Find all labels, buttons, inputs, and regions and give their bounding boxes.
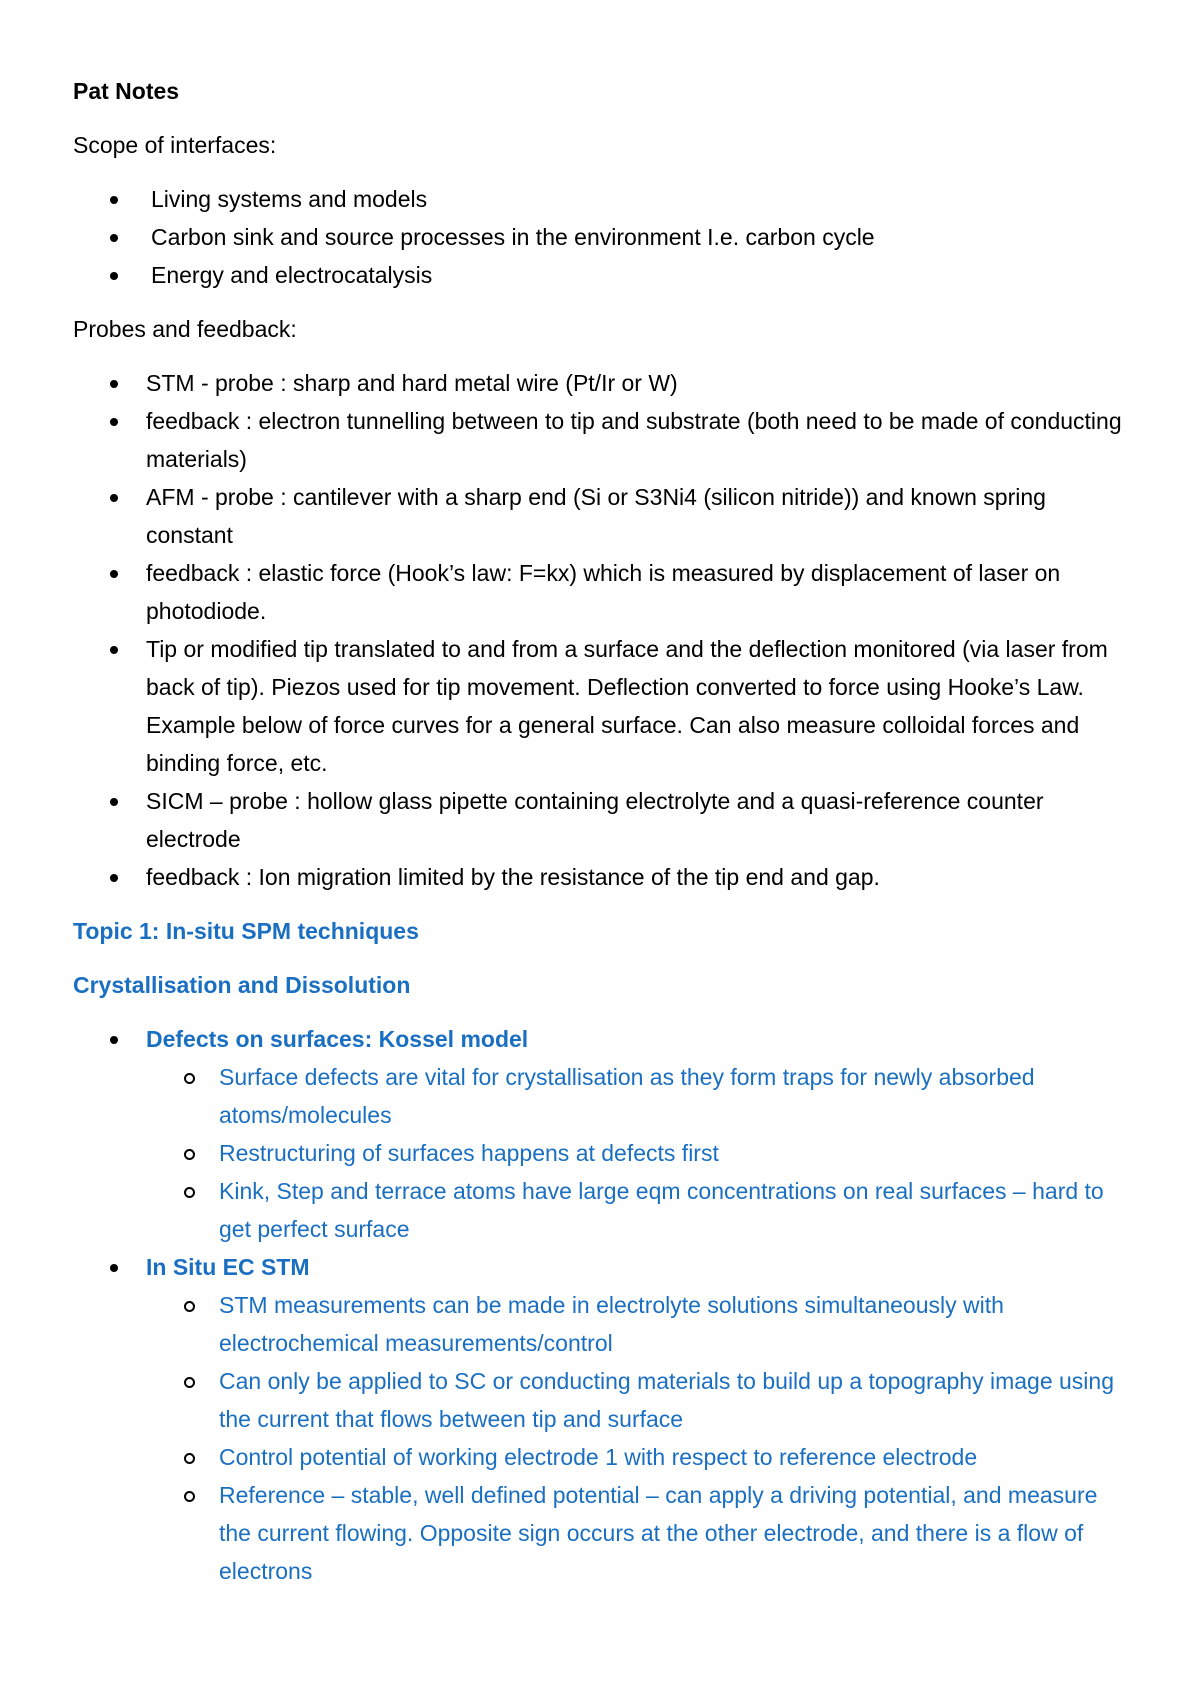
list-item: feedback : electron tunnelling between to tip and substrate (both need to be made of conducting materials)	[73, 402, 1133, 478]
list-item: AFM - probe : cantilever with a sharp end (Si or S3Ni4 (silicon nitride)) and known spring constant	[73, 478, 1133, 554]
list-item: Can only be applied to SC or conducting materials to build up a topography image using the current that flows between tip and surface	[146, 1362, 1133, 1438]
bullet-icon	[110, 380, 118, 388]
list-item: feedback : elastic force (Hook’s law: F=kx) which is measured by displacement of laser on photodiode.	[73, 554, 1133, 630]
topic-heading: Topic 1: In-situ SPM techniques	[73, 918, 419, 944]
bullet-icon	[110, 234, 118, 242]
list-item: SICM – probe : hollow glass pipette containing electrolyte and a quasi-reference counter electrode	[73, 782, 1133, 858]
bullet-icon	[110, 874, 118, 882]
section-item-insitu	[73, 1248, 1133, 1590]
list-item: Carbon sink and source processes in the environment I.e. carbon cycle	[73, 218, 1133, 256]
hollow-bullet-icon	[184, 1453, 195, 1464]
list-item: Surface defects are vital for crystallisation as they form traps for newly absorbed atoms/molecules	[146, 1058, 1133, 1134]
topic-subheading: Crystallisation and Dissolution	[73, 972, 411, 998]
list-item: STM - probe : sharp and hard metal wire (Pt/Ir or W)	[73, 364, 1133, 402]
hollow-bullet-icon	[184, 1377, 195, 1388]
list-item: Kink, Step and terrace atoms have large eqm concentrations on real surfaces – hard to get perfect surface	[146, 1172, 1133, 1248]
hollow-bullet-icon	[184, 1149, 195, 1160]
document-page	[73, 72, 1133, 1606]
bullet-icon	[110, 1036, 118, 1044]
bullet-icon	[110, 1264, 118, 1272]
bullet-icon	[110, 570, 118, 578]
scope-heading: Scope of interfaces:	[73, 132, 277, 158]
list-item: Restructuring of surfaces happens at defects first	[146, 1134, 1133, 1172]
list-item: feedback : Ion migration limited by the resistance of the tip end and gap.	[73, 858, 1133, 896]
bullet-icon	[110, 798, 118, 806]
list-item: Reference – stable, well defined potential – can apply a driving potential, and measure the current flowing. Opposite sign occurs at the other electrode, and there is a flow of electrons	[146, 1476, 1133, 1590]
bullet-icon	[110, 494, 118, 502]
sub-list	[146, 1286, 1133, 1590]
probes-heading: Probes and feedback:	[73, 316, 297, 342]
probes-list	[73, 364, 1133, 896]
topic-list	[73, 1020, 1133, 1590]
hollow-bullet-icon	[184, 1301, 195, 1312]
hollow-bullet-icon	[184, 1491, 195, 1502]
list-item: Control potential of working electrode 1 with respect to reference electrode	[146, 1438, 1133, 1476]
hollow-bullet-icon	[184, 1187, 195, 1198]
bullet-icon	[110, 196, 118, 204]
scope-list	[73, 180, 1133, 294]
list-item: Tip or modified tip translated to and from a surface and the deflection monitored (via laser from back of tip). Piezos used for tip movement. Deflection converted to force using Hooke’s Law. Example below of force curves for a general surface. Can also measure colloidal forces and binding force, etc.	[73, 630, 1133, 782]
list-item: Energy and electrocatalysis	[73, 256, 1133, 294]
section-item-defects	[73, 1020, 1133, 1248]
document-title: Pat Notes	[73, 78, 180, 104]
list-item: STM measurements can be made in electrolyte solutions simultaneously with electrochemical measurements/control	[146, 1286, 1133, 1362]
sub-list	[146, 1058, 1133, 1248]
section-label: In Situ EC STM	[146, 1254, 310, 1280]
hollow-bullet-icon	[184, 1073, 195, 1084]
bullet-icon	[110, 418, 118, 426]
bullet-icon	[110, 272, 118, 280]
list-item: Living systems and models	[73, 180, 1133, 218]
bullet-icon	[110, 646, 118, 654]
section-label: Defects on surfaces: Kossel model	[146, 1026, 529, 1052]
